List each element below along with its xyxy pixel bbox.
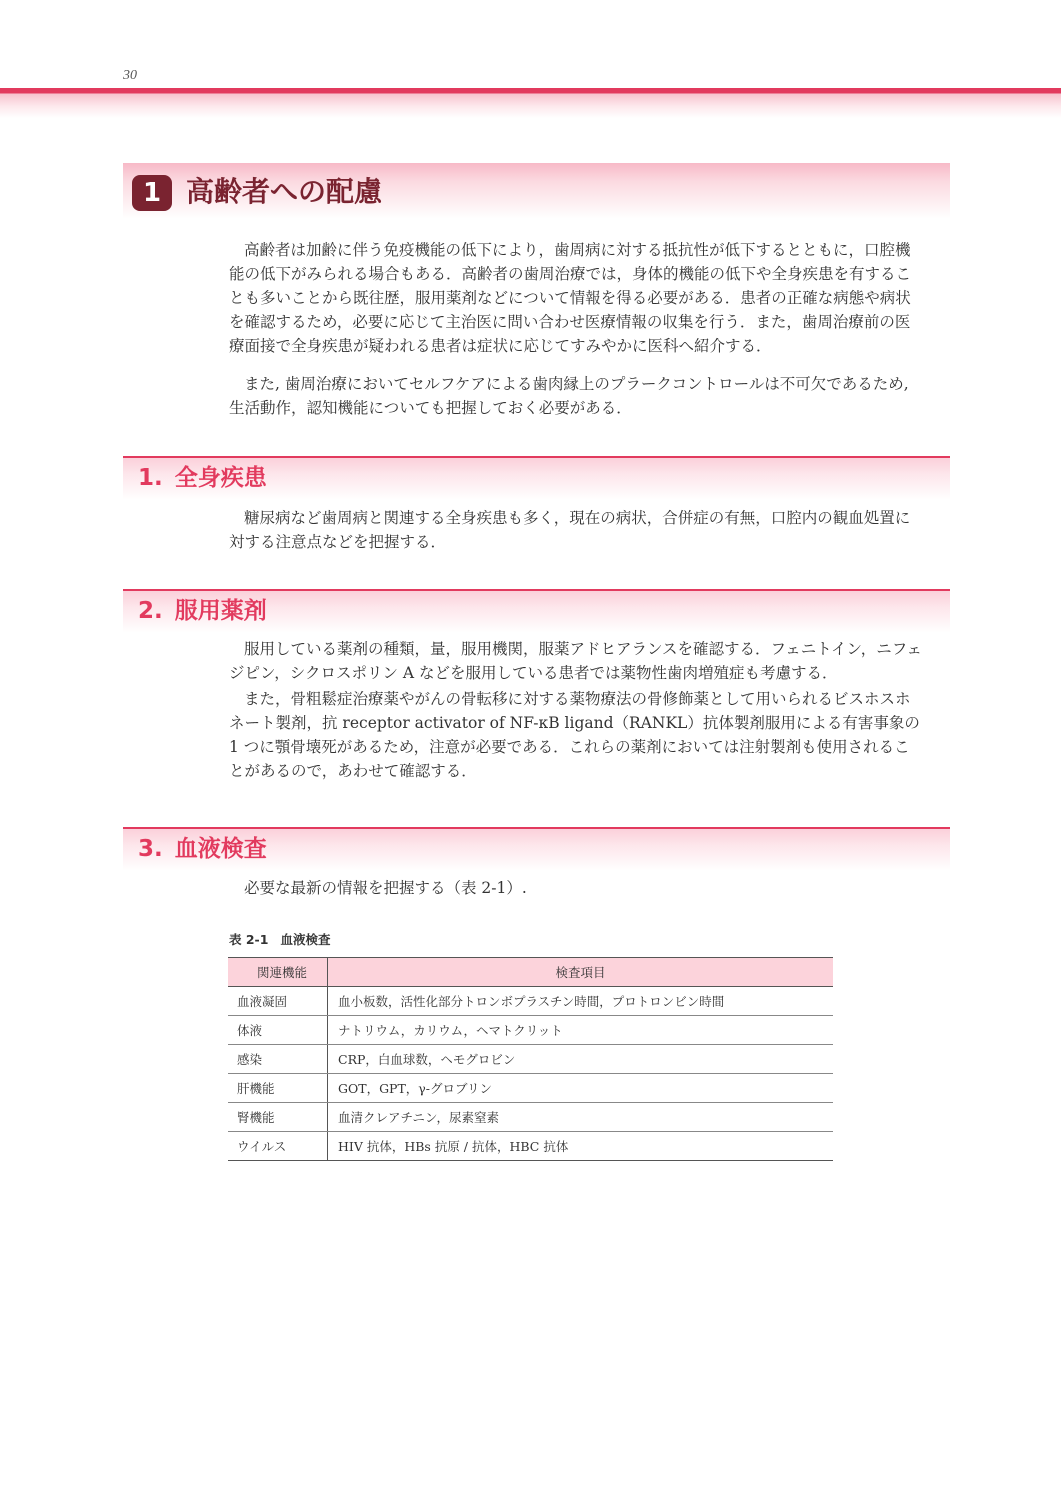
section-2-heading bbox=[138, 595, 267, 627]
text-line: 服用している薬剤の種類，量，服用機関，服薬アドヒアランスを確認する．フェニトイン，ニフェ bbox=[244, 640, 922, 658]
table-cell-function: 腎機能 bbox=[228, 1103, 328, 1132]
intro-paragraph-1 bbox=[229, 238, 950, 358]
section-1-paragraph bbox=[229, 506, 950, 554]
text-line: 必要な最新の情報を把握する（表 2-1）. bbox=[244, 879, 527, 897]
text-line: 療面接で全身疾患が疑われる患者は症状に応じてすみやかに医科へ紹介する． bbox=[229, 337, 772, 355]
section-2-paragraph-1 bbox=[229, 637, 950, 685]
table-cell-function: 体液 bbox=[228, 1016, 328, 1045]
table-header-row bbox=[228, 958, 833, 987]
blood-test-table bbox=[228, 957, 833, 1161]
table-row bbox=[228, 987, 833, 1016]
text-line: とがあるので，あわせて確認する． bbox=[229, 762, 477, 780]
section-2-number: 2. bbox=[138, 598, 163, 624]
table-header-cell: 検査項目 bbox=[328, 958, 834, 987]
table-cell-items: 血清クレアチニン，尿素窒素 bbox=[328, 1103, 834, 1132]
section-1-number: 1. bbox=[138, 465, 163, 491]
text-line: 生活動作，認知機能についても把握しておく必要がある． bbox=[229, 399, 632, 417]
table-row bbox=[228, 1016, 833, 1045]
table-cell-items: HIV 抗体，HBs 抗原 / 抗体，HBC 抗体 bbox=[338, 1139, 569, 1154]
table-cell-function: 血液凝固 bbox=[228, 987, 328, 1016]
page-number: 30 bbox=[123, 68, 137, 83]
section-1-title: 全身疾患 bbox=[174, 465, 267, 491]
text-line: 1 つに顎骨壊死があるため，注意が必要である．これらの薬剤においては注射製剤も使用されるこ bbox=[229, 738, 910, 756]
text-line: 対する注意点などを把握する． bbox=[229, 533, 447, 551]
text-line: 高齢者は加齢に伴う免疫機能の低下により，歯周病に対する抵抗性が低下するとともに，口腔機 bbox=[244, 241, 911, 259]
table-cell-function: ウイルス bbox=[228, 1132, 328, 1161]
text-line: ネート製剤，抗 receptor activator of NF-κB ligand（RANKL）抗体製剤服用による有害事象の bbox=[229, 714, 920, 732]
table-row bbox=[228, 1074, 833, 1103]
text-line: 糖尿病など歯周病と関連する全身疾患も多く，現在の病状，合併症の有無，口腔内の観血処置に bbox=[244, 509, 911, 527]
section-2-paragraph-2 bbox=[229, 687, 950, 783]
section-3-title: 血液検査 bbox=[174, 836, 267, 862]
text-line: ジピン，シクロスポリン A などを服用している患者では薬物性歯肉増殖症も考慮する． bbox=[229, 664, 838, 682]
header-band bbox=[0, 88, 1061, 118]
text-line: を確認するため，必要に応じて主治医に問い合わせ医療情報の収集を行う．また，歯周治療前の医 bbox=[229, 313, 911, 331]
section-3-paragraph bbox=[229, 876, 950, 900]
table-caption bbox=[229, 930, 330, 948]
text-line: また，骨粗鬆症治療薬やがんの骨転移に対する薬物療法の骨修飾薬として用いられるビスホスホ bbox=[244, 690, 911, 708]
table-row bbox=[228, 1045, 833, 1074]
chapter-title: 高齢者への配慮 bbox=[186, 175, 383, 208]
text-line: また, 歯周治療においてセルフケアによる歯肉縁上のプラークコントロールは不可欠であるため, bbox=[244, 375, 909, 393]
table-row bbox=[228, 1103, 833, 1132]
text-line: とも多いことから既往歴，服用薬剤などについて情報を得る必要がある．患者の正確な病態や病状 bbox=[229, 289, 911, 307]
chapter-number-badge: 1 bbox=[132, 175, 172, 211]
table-cell-function: 肝機能 bbox=[228, 1074, 328, 1103]
section-2-title: 服用薬剤 bbox=[174, 598, 267, 624]
section-3-heading bbox=[138, 833, 267, 865]
section-3-number: 3. bbox=[138, 836, 163, 862]
table-cell-items: CRP，白血球数，ヘモグロビン bbox=[328, 1045, 834, 1074]
table-cell-items: 血小板数，活性化部分トロンボプラスチン時間，プロトロンビン時間 bbox=[328, 987, 834, 1016]
text-line: 能の低下がみられる場合もある．高齢者の歯周治療では，身体的機能の低下や全身疾患を有するこ bbox=[229, 265, 912, 283]
table-cell-items: GOT，GPT，γ-グロブリン bbox=[328, 1074, 834, 1103]
section-1-heading bbox=[138, 462, 267, 494]
table-cell-items: ナトリウム，カリウム，ヘマトクリット bbox=[328, 1016, 834, 1045]
table-caption-id: 表 2-1 bbox=[229, 932, 269, 947]
table-caption-title: 血液検査 bbox=[280, 932, 331, 947]
table-header-cell: 関連機能 bbox=[228, 958, 328, 987]
table-cell-function: 感染 bbox=[228, 1045, 328, 1074]
table-row bbox=[228, 1132, 833, 1161]
intro-paragraph-2 bbox=[229, 372, 950, 420]
